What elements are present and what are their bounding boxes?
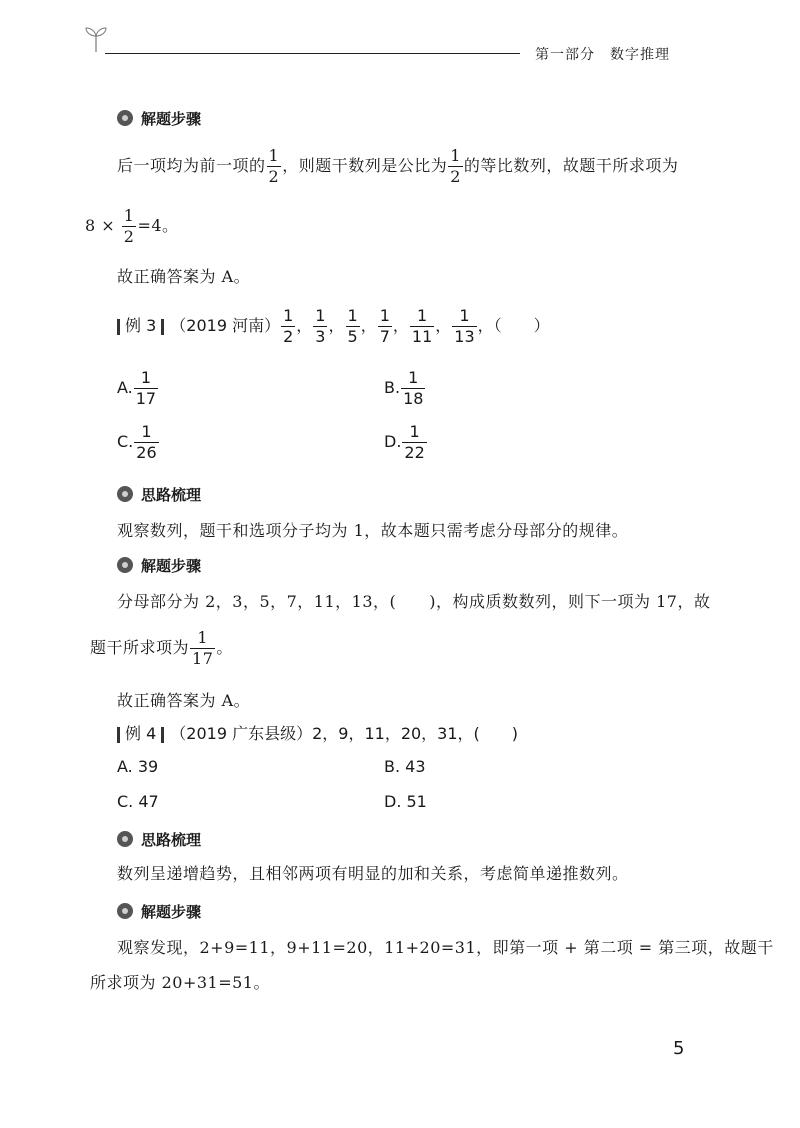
sequence-separator: ， bbox=[477, 316, 494, 335]
example4-steps-line2: 所求项为 20+31=51。 bbox=[90, 973, 270, 992]
fraction: $\frac{1}{2}$ bbox=[268, 146, 280, 186]
example4-option-c: C. 47 bbox=[117, 792, 159, 811]
sequence-fraction: $\frac{1}{11}$ bbox=[411, 306, 433, 346]
sequence-separator: ， bbox=[328, 316, 345, 335]
example-bar-left bbox=[117, 727, 120, 743]
sequence-fraction: $\frac{1}{13}$ bbox=[454, 306, 475, 346]
fraction: $\frac{1}{17}$ bbox=[135, 368, 157, 408]
thinking-icon bbox=[117, 486, 133, 502]
example4-sequence: 2，9，11，20，31，( ) bbox=[312, 724, 519, 743]
example4-option-b: B. 43 bbox=[384, 757, 426, 776]
fraction: $\frac{1}{17}$ bbox=[192, 628, 214, 668]
block1-line1 bbox=[117, 148, 678, 185]
sequence-fraction: $\frac{1}{5}$ bbox=[347, 306, 358, 346]
example4-option-a: A. 39 bbox=[117, 757, 159, 776]
example3-thinking-heading: 思路梳理 bbox=[141, 486, 202, 504]
steps-icon bbox=[117, 903, 133, 919]
sequence-fraction: $\frac{1}{7}$ bbox=[379, 306, 390, 346]
example3-steps-line1: 分母部分为 2，3，5，7，11，13，( )，构成质数数列，则下一项为 17，故 bbox=[117, 592, 711, 611]
example4-steps-line1: 观察发现，2+9=11，9+11=20，11+20=31，即第一项 + 第二项 = 第三项，故题干 bbox=[117, 938, 774, 957]
example3-thinking-text: 观察数列，题干和选项分子均为 1，故本题只需考虑分母部分的规律。 bbox=[117, 521, 629, 540]
steps-icon bbox=[117, 557, 133, 573]
example4-source: （2019 广东县级） bbox=[170, 724, 313, 743]
block1-line1-text-c: 的等比数列，故题干所求项为 bbox=[463, 156, 679, 175]
example3-label: 例 3 bbox=[125, 316, 157, 335]
example3-option-b: B. $\frac{1}{18}$ bbox=[384, 368, 424, 408]
example-bar-right bbox=[161, 727, 164, 743]
example3-sequence bbox=[280, 306, 494, 346]
example4-steps-heading: 解题步骤 bbox=[141, 903, 202, 921]
example-bar-left bbox=[117, 319, 120, 335]
sequence-separator: ， bbox=[435, 316, 452, 335]
example3-steps-heading: 解题步骤 bbox=[141, 557, 202, 575]
fraction: $\frac{1}{2}$ bbox=[450, 146, 461, 186]
example3-source: （2019 河南） bbox=[170, 316, 281, 335]
block1-line2-text-b: =4。 bbox=[137, 216, 179, 235]
fraction: $\frac{1}{2}$ bbox=[123, 206, 135, 246]
fraction: $\frac{1}{18}$ bbox=[403, 368, 424, 408]
example3-answer: 故正确答案为 A。 bbox=[117, 691, 251, 710]
example3-option-c: C. $\frac{1}{26}$ bbox=[117, 422, 157, 462]
header-section-title: 第一部分 数字推理 bbox=[535, 47, 670, 63]
example3-option-a: A. $\frac{1}{17}$ bbox=[117, 368, 157, 408]
block1-line2 bbox=[85, 208, 179, 245]
block1-answer: 故正确答案为 A。 bbox=[117, 267, 251, 286]
page-number: 5 bbox=[673, 1038, 685, 1059]
example3-steps-line2: 题干所求项为 $\frac{1}{17}$ 。 bbox=[90, 628, 233, 668]
thinking-icon bbox=[117, 831, 133, 847]
example4-thinking-heading: 思路梳理 bbox=[141, 831, 202, 849]
example4-thinking-text: 数列呈递增趋势，且相邻两项有明显的加和关系，考虑简单递推数列。 bbox=[117, 864, 629, 883]
example3-blank: （ ） bbox=[493, 316, 550, 335]
example4-option-d: D. 51 bbox=[384, 792, 427, 811]
header-rule bbox=[105, 53, 520, 54]
sequence-fraction: $\frac{1}{2}$ bbox=[283, 306, 294, 346]
steps-heading: 解题步骤 bbox=[141, 110, 202, 128]
example3-stem bbox=[117, 308, 550, 345]
example3-steps-line2-text: 题干所求项为 bbox=[90, 638, 190, 657]
sequence-separator: ， bbox=[392, 316, 409, 335]
block1-line1-text-b: ，则题干数列是公比为 bbox=[282, 156, 448, 175]
example-bar-right bbox=[161, 319, 164, 335]
sequence-separator: ， bbox=[360, 316, 377, 335]
example3-option-d: D. $\frac{1}{22}$ bbox=[384, 422, 425, 462]
example4-stem bbox=[117, 721, 518, 744]
example4-label: 例 4 bbox=[125, 724, 157, 743]
block1-line1-text-a: 后一项均为前一项的 bbox=[117, 156, 266, 175]
sprout-icon bbox=[84, 24, 108, 54]
sequence-separator: ， bbox=[296, 316, 313, 335]
fraction: $\frac{1}{22}$ bbox=[404, 422, 425, 462]
fraction: $\frac{1}{26}$ bbox=[136, 422, 157, 462]
steps-icon bbox=[117, 110, 133, 126]
sequence-fraction: $\frac{1}{3}$ bbox=[315, 306, 326, 346]
block1-line2-text-a: 8 × bbox=[85, 216, 116, 235]
